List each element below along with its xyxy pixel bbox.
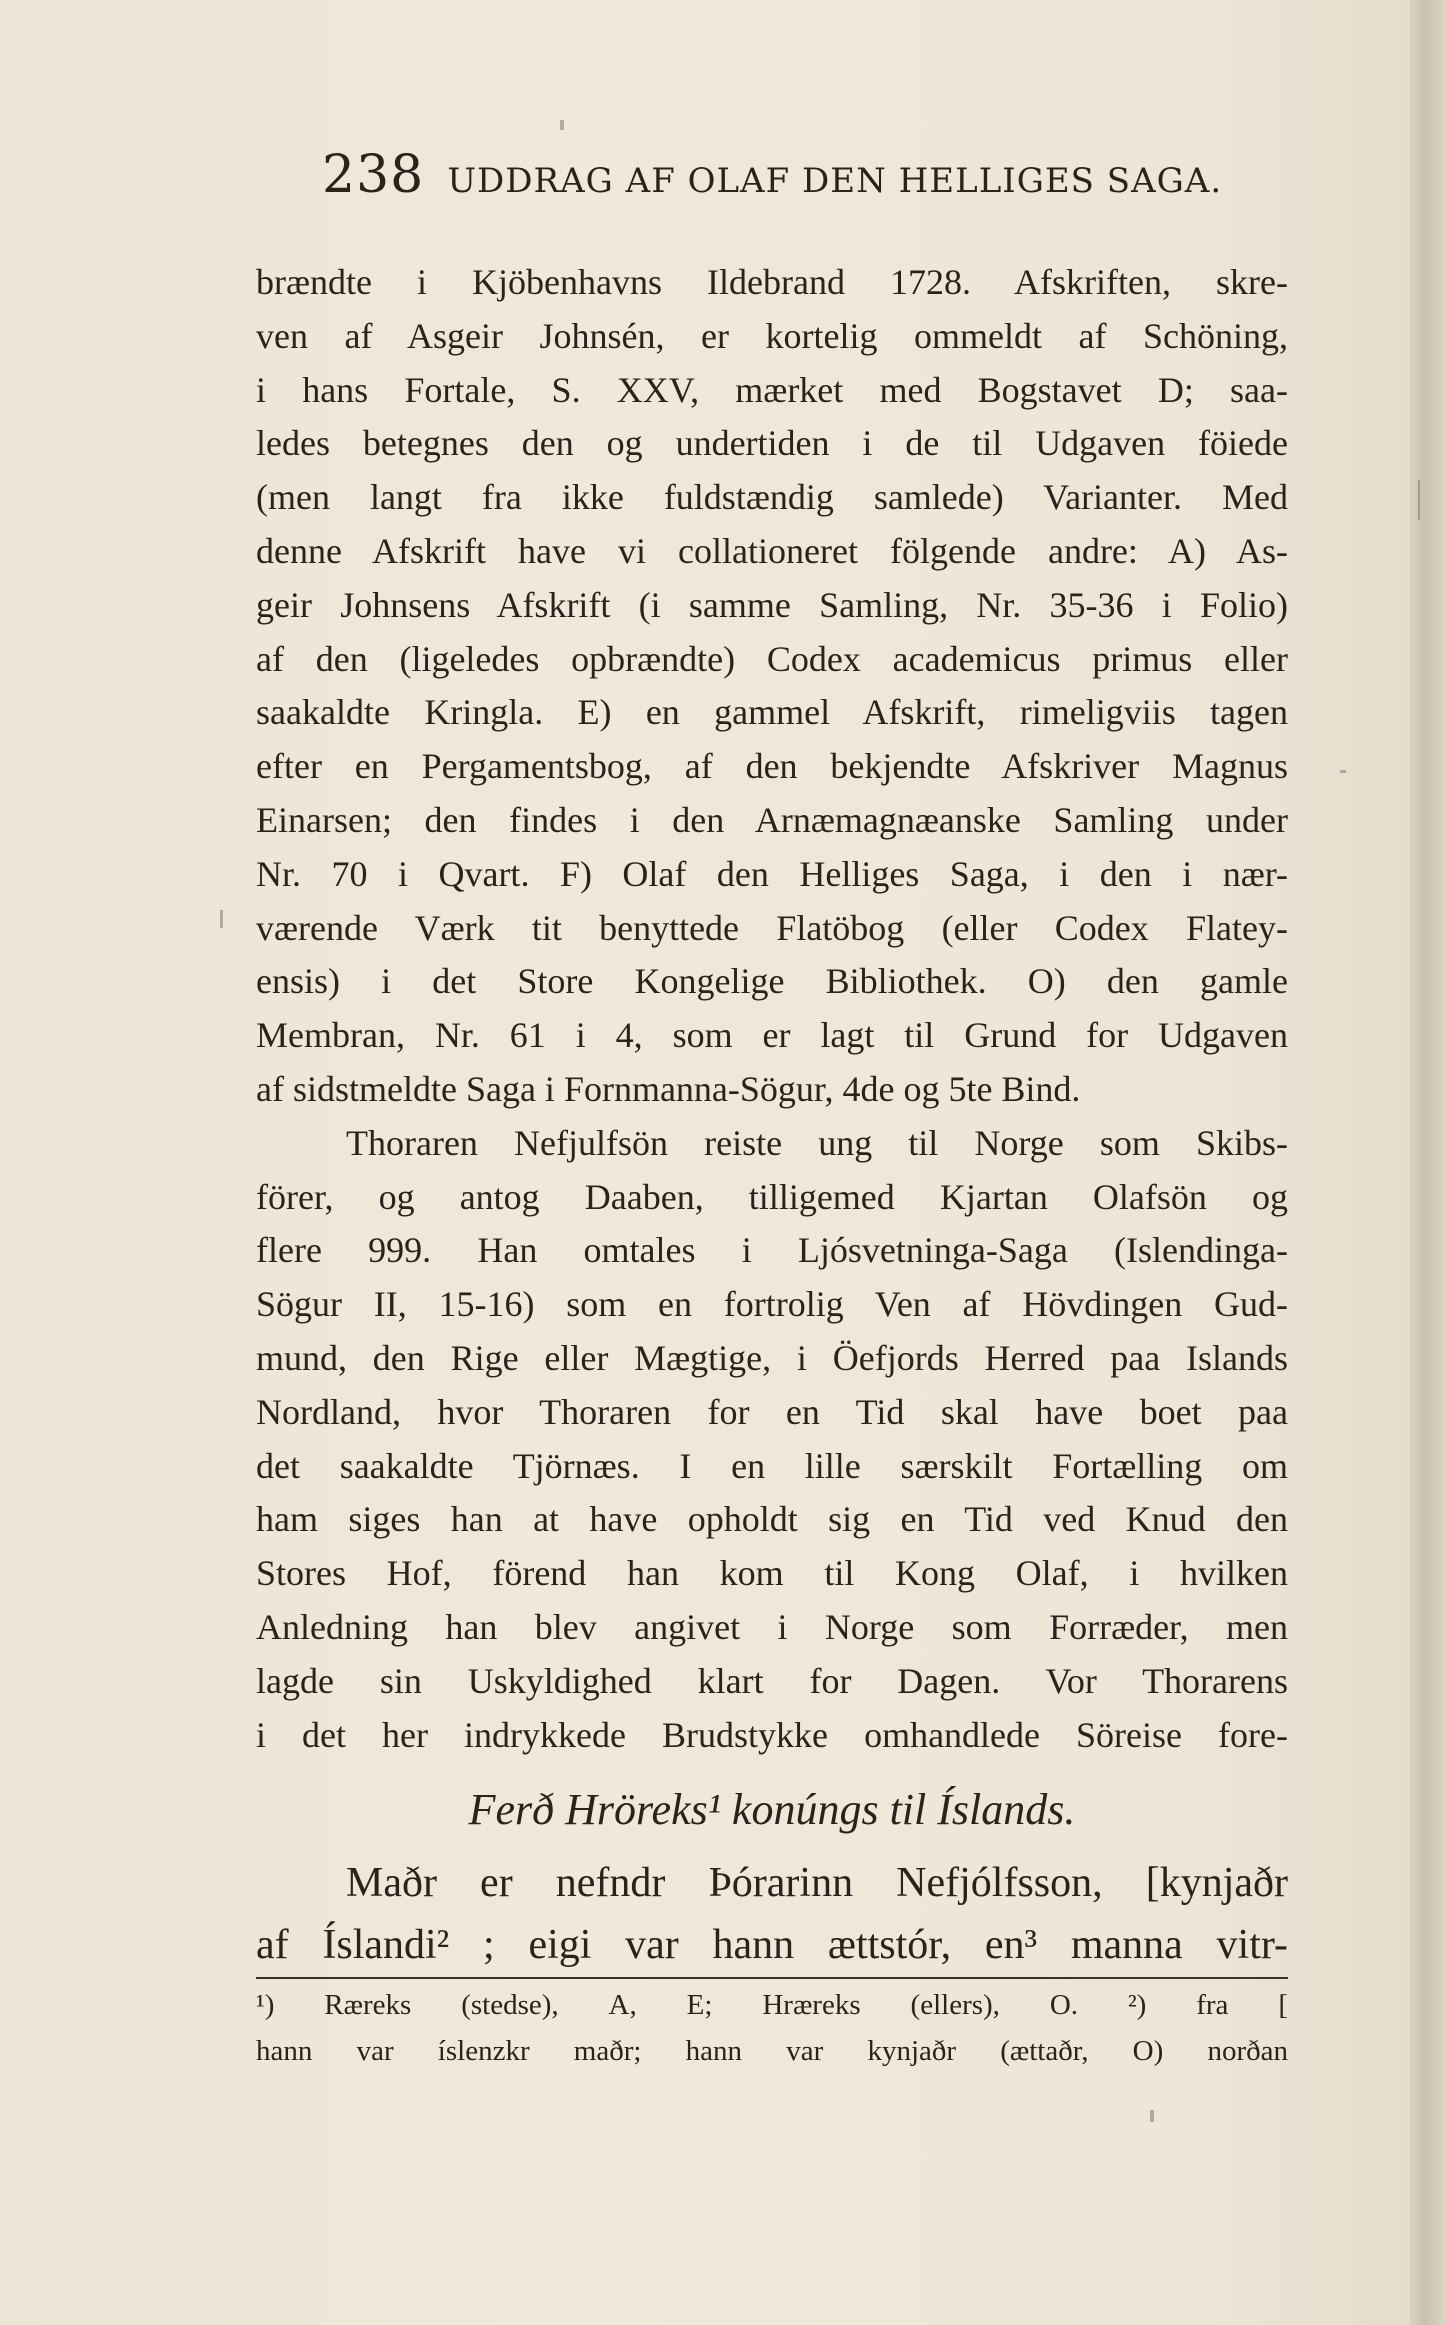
print-speck [1340,770,1346,773]
text-line: Thoraren Nefjulfsön reiste ung til Norge som Skibs- [346,1122,1288,1163]
page-edge [1410,0,1446,2325]
text-line: Stores Hof, förend han kom til Kong Olaf, i hvilken [256,1553,1288,1594]
print-speck [1150,2110,1154,2122]
text-line: ensis) i det Store Kongelige Bibliothek. O) den gamle [256,961,1288,1002]
page-number: 238 [322,145,425,205]
saga-heading: Ferð Hröreks¹ konúngs til Íslands. [468,1785,1076,1834]
footnote-line: hann var íslenzkr maðr; hann var kynjaðr (ættaðr, O) norðan [256,2035,1288,2067]
footnote-line: ¹) Rærekѕ (stedse), A, E; Hrærekѕ (ellers), O. ²) fra [ [256,1989,1288,2021]
text-line: ledes betegnes den og undertiden i de til Udgaven föiede [256,423,1288,464]
text-line: brændte i Kjöbenhavns Ildebrand 1728. Afskriften, skre- [256,262,1288,302]
text-line: lagde sin Uskyldighed klart for Dagen. Vor Thorarens [256,1660,1288,1701]
text-line: i hans Fortale, S. XXV, mærket med Bogstavet D; saa- [256,369,1288,410]
print-speck [220,910,223,928]
text-line: Maðr er nefndr Þórarinn Nefjólfsson, [kynjaðr [346,1860,1288,1906]
body-text [256,256,1288,1762]
text-line: det saakaldte Tjörnæs. I en lille særskilt Fortælling om [256,1445,1288,1486]
text-line: af sidstmeldte Saga i Fornmanna-Sögur, 4de og 5te Bind. [256,1068,1081,1109]
text-line: geir Johnsens Afskrift (i samme Samling, Nr. 35-36 i Folio) [256,584,1288,625]
old-norse-text [256,1852,1288,1976]
text-line: denne Afskrift have vi collationeret fölgende andre: A) As- [256,530,1288,571]
running-title: UDDRAG AF OLAF DEN HELLIGES SAGA. [447,161,1223,201]
page-header [322,145,1242,215]
text-line: Nr. 70 i Qvart. F) Olaf den Helliges Saga, i den i nær- [256,853,1288,894]
text-line: (men langt fra ikke fuldstændig samlede) Varianter. Med [256,477,1288,518]
print-speck [1418,480,1420,520]
text-line: af Íslandi² ; eigi var hann ættstór, en³ manna vitr- [256,1922,1288,1968]
text-line: Anledning han blev angivet i Norge som Forræder, men [256,1606,1288,1647]
text-line: Einarsen; den findes i den Arnæmagnæanske Samling under [256,799,1288,840]
text-line: flere 999. Han omtales i Ljósvetninga-Saga (Islendinga- [256,1230,1288,1271]
text-line: værende Værk tit benyttede Flatöbog (eller Codex Flatey- [256,907,1288,948]
text-line: af den (ligeledes opbrændte) Codex academicus primus eller [256,638,1288,679]
text-line: ham siges han at have opholdt sig en Tid ved Knud den [256,1499,1288,1540]
text-line: saakaldte Kringla. E) en gammel Afskrift, rimeligviis tagen [256,692,1288,733]
text-line: Nordland, hvor Thoraren for en Tid skal have boet paa [256,1391,1288,1432]
text-line: efter en Pergamentsbog, af den bekjendte Afskriver Magnus [256,746,1288,787]
text-line: Membran, Nr. 61 i 4, som er lagt til Grund for Udgaven [256,1015,1288,1056]
footnotes [256,1982,1288,2074]
text-line: förer, og antog Daaben, tilligemed Kjartan Olafsön og [256,1176,1288,1217]
footnote-rule [256,1977,1288,1979]
text-line: mund, den Rige eller Mægtige, i Öefjords Herred paa Islands [256,1337,1288,1378]
text-line: Sögur II, 15-16) som en fortrolig Ven af Hövdingen Gud- [256,1284,1288,1325]
text-line: ven af Asgeir Johnsén, er kortelig ommeldt af Schöning, [256,315,1288,356]
print-speck [560,120,564,130]
text-line: i det her indrykkede Brudstykke omhandlede Söreise fore- [256,1714,1288,1755]
